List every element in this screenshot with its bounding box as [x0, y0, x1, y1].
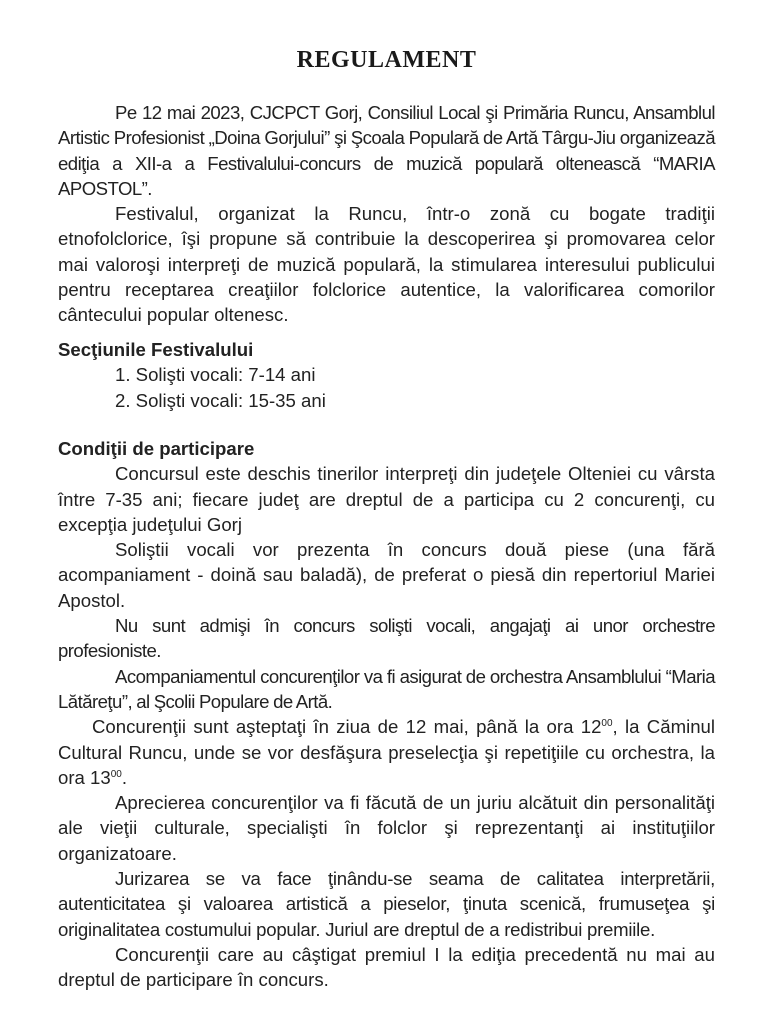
conditions-paragraph-3: Nu sunt admişi în concurs solişti vocali, angajaţi ai unor orchestre profesioniste.: [58, 615, 715, 662]
schedule-text-2: , la Căminul Cultural Runcu, unde se vor desfăşura preselecţia şi repetiţiile cu orchestra, la ora 13: [58, 716, 716, 788]
conditions-paragraph-jury: Aprecierea concurenţilor va fi făcută de un juriu alcătuit din personalităţi ale vieţii culturale, specialişti în folclor şi reprezentanţi ai instituţiilor organizatoare.: [58, 792, 715, 864]
conditions-paragraph-previous-winners: Concurenţii care au câştigat premiul I la ediţia precedentă nu mai au dreptul de participare în concurs.: [58, 943, 715, 991]
schedule-time-1-minutes: 00: [601, 718, 613, 730]
schedule-text-3: .: [121, 766, 128, 788]
conditions-paragraph-2: Soliştii vocali vor prezenta în concurs două piese (una fără acompaniament - doină sau baladă), de preferat o piesă din repertoriul Mariei Apostol.: [58, 539, 715, 611]
conditions-heading: Condiţii de participare: [58, 438, 255, 459]
intro-section: [58, 100, 715, 328]
intro-paragraph-1: Pe 12 mai 2023, CJCPCT Gorj, Consiliul Local şi Primăria Runcu, Ansamblul Artistic Profesionist „Doina Gorjului” şi Şcoala Populară de Artă Târgu-Jiu organizează ediţia a XII-a a Festivalului-concurs de muzică populară oltenească “MARIA APOSTOL”.: [58, 102, 715, 199]
conditions-paragraph-judging: Jurizarea se va face ţinându-se seama de calitatea interpretării, autenticitatea şi valoarea artistică a pieselor, ţinuta scenică, frumuseţea şi originalitatea costumului popular. Juriul are dreptul de a redistribui premiile.: [58, 868, 715, 940]
conditions-paragraph-4: Acompaniamentul concurenţilor va fi asigurat de orchestra Ansamblului “Maria Lătăreţu”, al Şcolii Populare de Artă.: [58, 665, 715, 712]
schedule-time-2-minutes: 00: [110, 768, 122, 780]
schedule-paragraph: [58, 714, 715, 790]
intro-paragraph-2: Festivalul, organizat la Runcu, într-o zonă cu bogate tradiţii etnofolclorice, îşi propune să contribuie la descoperirea şi promovarea celor mai valoroşi interpreţi de muzică populară, la stimularea interesului publicului pentru receptarea creaţiilor folclorice autentice, la valorificarea comorilor cântecului popular oltenesc.: [58, 203, 715, 326]
sections-heading: Secţiunile Festivalului: [58, 339, 254, 360]
document-title: REGULAMENT: [296, 47, 477, 73]
section-item-2: 2. Solişti vocali: 15-35 ani: [115, 389, 326, 411]
section-item-1: 1. Solişti vocali: 7-14 ani: [115, 364, 316, 386]
conditions-paragraph-1: Concursul este deschis tinerilor interpreţi din judeţele Olteniei cu vârsta între 7-35 ani; fiecare judeţ are dreptul de a participa cu 2 concurenţi, cu excepţia judeţului Gorj: [58, 463, 715, 535]
schedule-text-1: Concurenţii sunt aşteptaţi în ziua de 12 mai, până la ora 12: [92, 716, 602, 738]
conditions-section: [58, 436, 715, 993]
festival-sections: [58, 337, 715, 413]
